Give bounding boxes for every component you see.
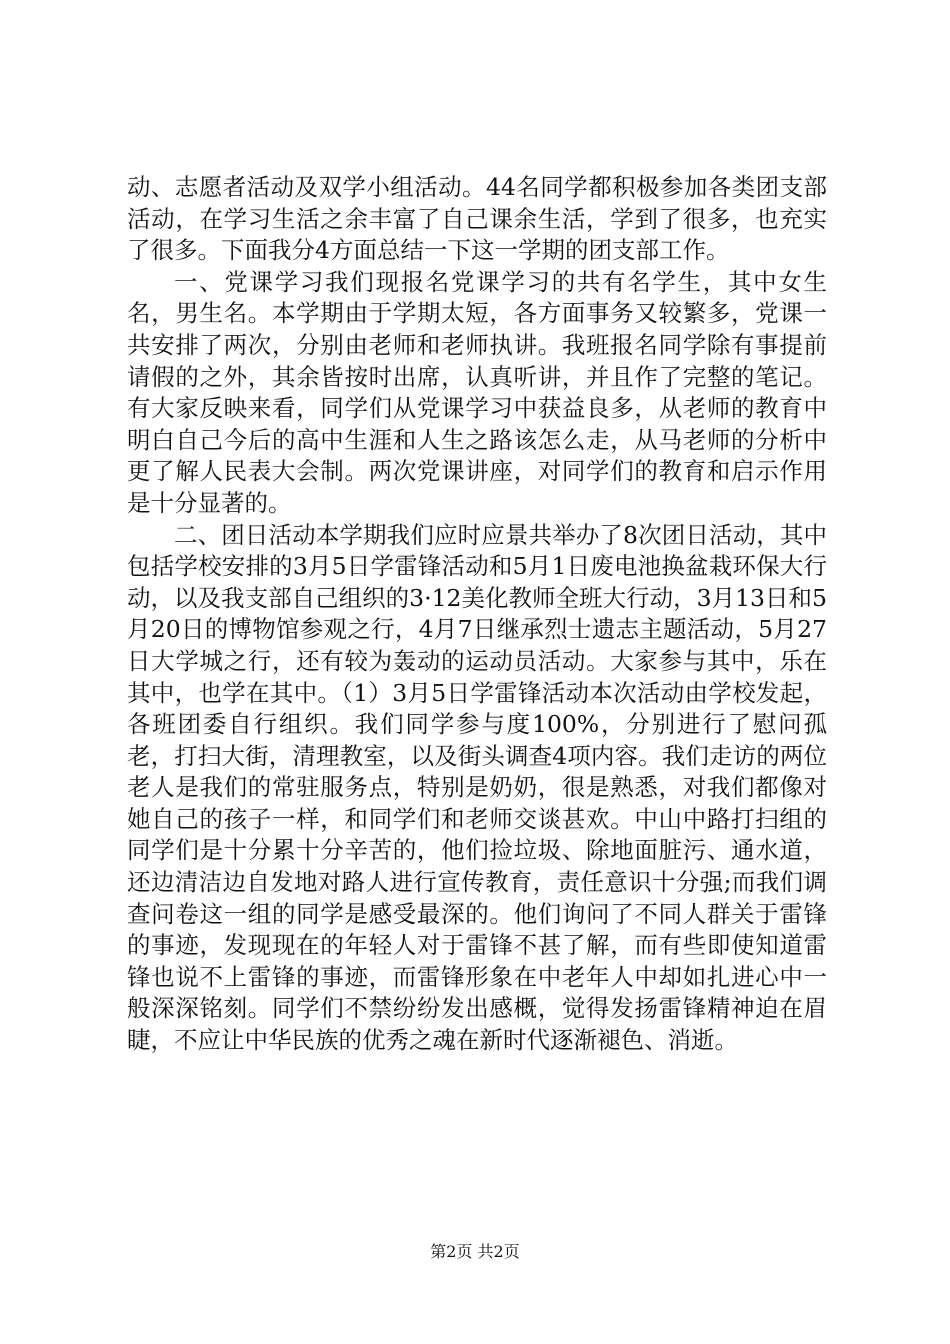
paragraph-continuation: 动、志愿者活动及双学小组活动。44名同学都积极参加各类团支部活动，在学习生活之余丰富了自己课余生活，学到了很多，也充实了很多。下面我分4方面总结一下这一学期的团支部工作。 xyxy=(127,173,827,265)
page-footer: 第2页 共2页 xyxy=(430,1242,520,1261)
paragraph-party-course: 一、党课学习我们现报名党课学习的共有名学生，其中女生名，男生名。本学期由于学期太短，各方面事务又较繁多，党课一共安排了两次，分别由老师和老师执讲。我班报名同学除有事提前请假的之外，其余皆按时出席，认真听讲，并且作了完整的笔记。有大家反映来看，同学们从党课学习中获益良多，从老师的教育中明白自己今后的高中生涯和人生之路该怎么走，从马老师的分析中更了解人民表大会制。两次党课讲座，对同学们的教育和启示作用是十分显著的。 xyxy=(127,267,827,517)
paragraph-league-day-activities: 二、团日活动本学期我们应时应景共举办了8次团日活动，其中包括学校安排的3月5日学雷锋活动和5月1日废电池换盆栽环保大行动，以及我支部自己组织的3·12美化教师全班大行动，3月13日和5月20日的博物馆参观之行，4月7日继承烈士遗志主题活动，5月27日大学城之行，还有较为轰动的运动员活动。大家参与其中，乐在其中，也学在其中。（1）3月5日学雷锋活动本次活动由学校发起，各班团委自行组织。我们同学参与度100%，分别进行了慰问孤老，打扫大街，清理教室，以及街头调查4项内容。我们走访的两位老人是我们的常驻服务点，特别是奶奶，很是熟悉，对我们都像对她自己的孩子一样，和同学们和老师交谈甚欢。中山中路打扫组的同学们是十分累十分辛苦的，他们捡垃圾、除地面脏污、通水道，还边清洁边自发地对路人进行宣传教育，责任意识十分强;而我们调查问卷这一组的同学是感受最深的。他们询问了不同人群关于雷锋的事迹，发现现在的年轻人对于雷锋不甚了解，而有些即使知道雷锋也说不上雷锋的事迹，而雷锋形象在中老年人中却如扎进心中一般深深铭刻。同学们不禁纷纷发出感概，觉得发扬雷锋精神迫在眉睫，不应让中华民族的优秀之魂在新时代逐渐褪色、消逝。 xyxy=(127,520,827,1055)
document-body xyxy=(127,172,827,1057)
